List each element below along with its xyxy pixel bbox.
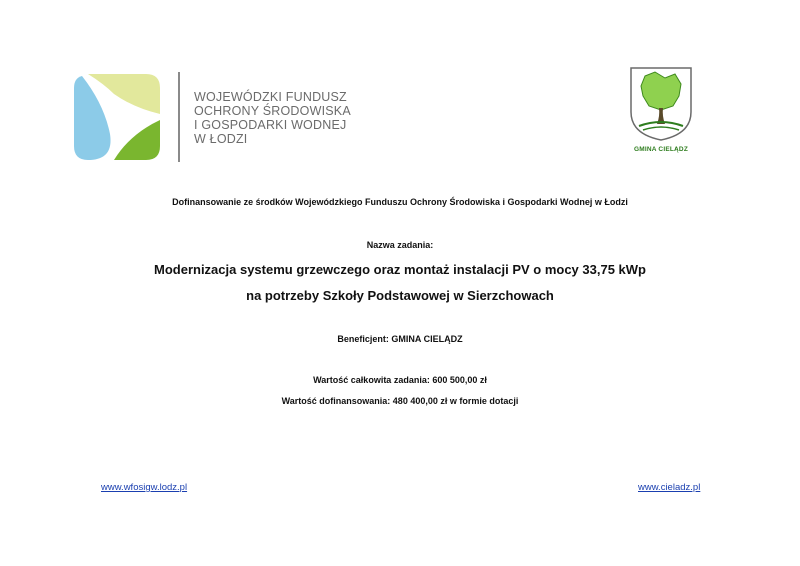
cieladz-link[interactable]: www.cieladz.pl bbox=[638, 482, 701, 493]
wfosigw-link[interactable]: www.wfosigw.lodz.pl bbox=[101, 482, 188, 493]
gmina-crest bbox=[620, 66, 706, 166]
fund-name-line: OCHRONY ŚRODOWISKA bbox=[194, 104, 351, 118]
total-value: Wartość całkowita zadania: 600 500,00 zł bbox=[313, 375, 487, 385]
task-title-line1: Modernizacja systemu grzewczego oraz montaż instalacji PV o mocy 33,75 kWp bbox=[154, 262, 646, 277]
beneficiary: Beneficjent: GMINA CIELĄDZ bbox=[337, 334, 463, 344]
task-label: Nazwa zadania: bbox=[366, 240, 434, 250]
crest-caption: GMINA CIELĄDZ bbox=[634, 146, 688, 153]
fund-name bbox=[194, 90, 354, 146]
tree-crest-icon bbox=[629, 66, 693, 142]
fund-logo-divider bbox=[178, 72, 180, 162]
fund-name-line: W ŁODZI bbox=[194, 132, 248, 146]
task-title-line2: na potrzeby Szkoły Podstawowej w Sierzchowach bbox=[246, 288, 554, 303]
funding-source-line: Dofinansowanie ze środków Wojewódzkiego Funduszu Ochrony Środowiska i Gospodarki Wodnej w Łodzi bbox=[172, 197, 628, 207]
fund-name-line: WOJEWÓDZKI FUNDUSZ bbox=[194, 90, 347, 104]
funding-value: Wartość dofinansowania: 480 400,00 zł w formie dotacji bbox=[281, 396, 519, 406]
fund-logo-mark-icon bbox=[74, 74, 160, 160]
fund-logo bbox=[74, 72, 354, 164]
fund-name-line: I GOSPODARKI WODNEJ bbox=[194, 118, 347, 132]
